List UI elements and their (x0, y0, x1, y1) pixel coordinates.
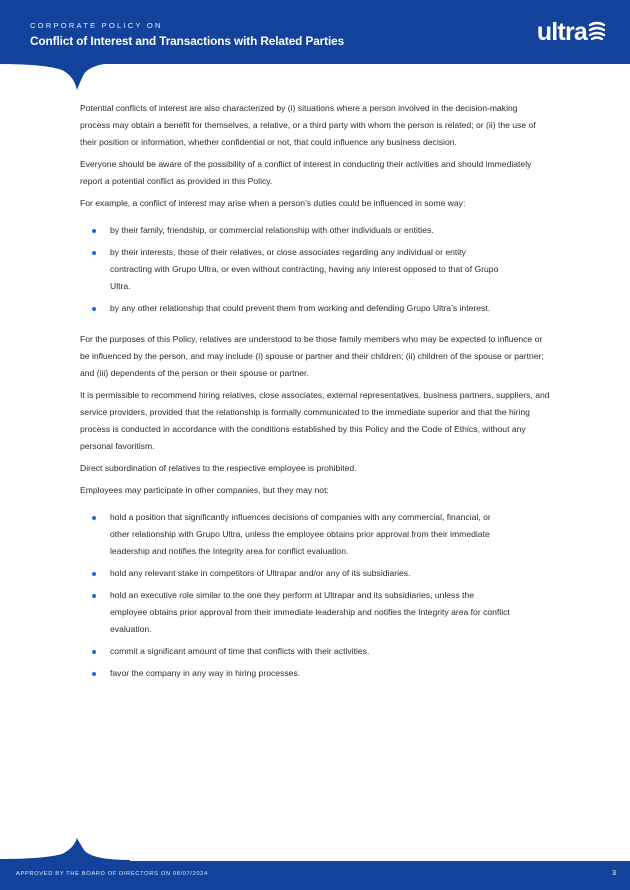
page-header (0, 0, 630, 64)
list-item: by their family, friendship, or commercial relationship with other individuals or entities. (80, 222, 550, 239)
bullet-icon (92, 307, 96, 311)
document-body (80, 100, 550, 696)
paragraph: For example, a conflict of interest may arise when a person’s duties could be influenced in some way: (80, 198, 466, 208)
ultra-wave-logo-icon (588, 21, 606, 41)
list-item: favor the company in any way in hiring processes. (80, 665, 550, 682)
paragraph: Employees may participate in other companies, but they may not: (80, 485, 329, 495)
bullet-icon (92, 229, 96, 233)
paragraph: Potential conflicts of interest are also characterized by (i) situations where a person involved in the decision-making process may obtain a benefit for themselves, a relative, or a third party with whom the person is related; or (ii) the use of their position or information, whether confidential or not, that could influence any business decision. (80, 103, 536, 147)
list-item: by their interests, those of their relatives, or close associates regarding any individual or entity contracting with Grupo Ultra, or even without contracting, having any interest opposed to that of Grupo Ultra. (80, 244, 550, 295)
list-item: hold a position that significantly influences decisions of companies with any commercial, financial, or other relationship with Grupo Ultra, unless the employee obtains prior approval from their immediate leadership and notifies the Integrity area for conflict evaluation. (80, 509, 550, 560)
approval-note: APPROVED BY THE BOARD OF DIRECTORS ON 08/07/2024 (16, 871, 208, 877)
logo-text: ultra (536, 18, 587, 46)
bullet-icon (92, 572, 96, 576)
paragraph: Everyone should be aware of the possibility of a conflict of interest in conducting their activities and should immediately report a potential conflict as provided in this Policy. (80, 159, 532, 186)
list-item: hold any relevant stake in competitors of Ultrapar and/or any of its subsidiaries. (80, 565, 550, 582)
paragraph: It is permissible to recommend hiring relatives, close associates, external representatives, business partners, suppliers, and service providers, provided that the relationship is formally communicated to the immediate superior and that the hiring process is conducted in accordance with the conditions established by this Policy and the Code of Ethics, without any personal favoritism. (80, 390, 550, 451)
page-number: 3 (612, 870, 616, 877)
header-kicker: CORPORATE POLICY ON (30, 21, 163, 30)
header-curve-decoration (0, 60, 130, 90)
document-title: Conflict of Interest and Transactions with Related Parties (30, 34, 345, 48)
list-item: hold an executive role similar to the one they perform at Ultrapar and its subsidiaries, unless the employee obtains prior approval from their immediate leadership and notifies the Integrity area for conflict evaluation. (80, 587, 550, 638)
footer-curve-decoration (0, 838, 130, 862)
bullet-icon (92, 251, 96, 255)
bullet-list (80, 222, 550, 317)
company-logo (537, 17, 606, 47)
bullet-icon (92, 594, 96, 598)
bullet-icon (92, 516, 96, 520)
page-footer (0, 861, 630, 890)
paragraph: For the purposes of this Policy, relatives are understood to be those family members who may be expected to influence or be influenced by the person, and may include (i) spouse or partner and their children; (ii) children of the spouse or partner; and (iii) dependents of the person or their spouse or partner. (80, 334, 544, 378)
bullet-icon (92, 650, 96, 654)
paragraph: Direct subordination of relatives to the respective employee is prohibited. (80, 463, 357, 473)
bullet-icon (92, 672, 96, 676)
list-item: commit a significant amount of time that conflicts with their activities. (80, 643, 550, 660)
bullet-list (80, 509, 550, 682)
list-item: by any other relationship that could prevent them from working and defending Grupo Ultra’s interest. (80, 300, 550, 317)
